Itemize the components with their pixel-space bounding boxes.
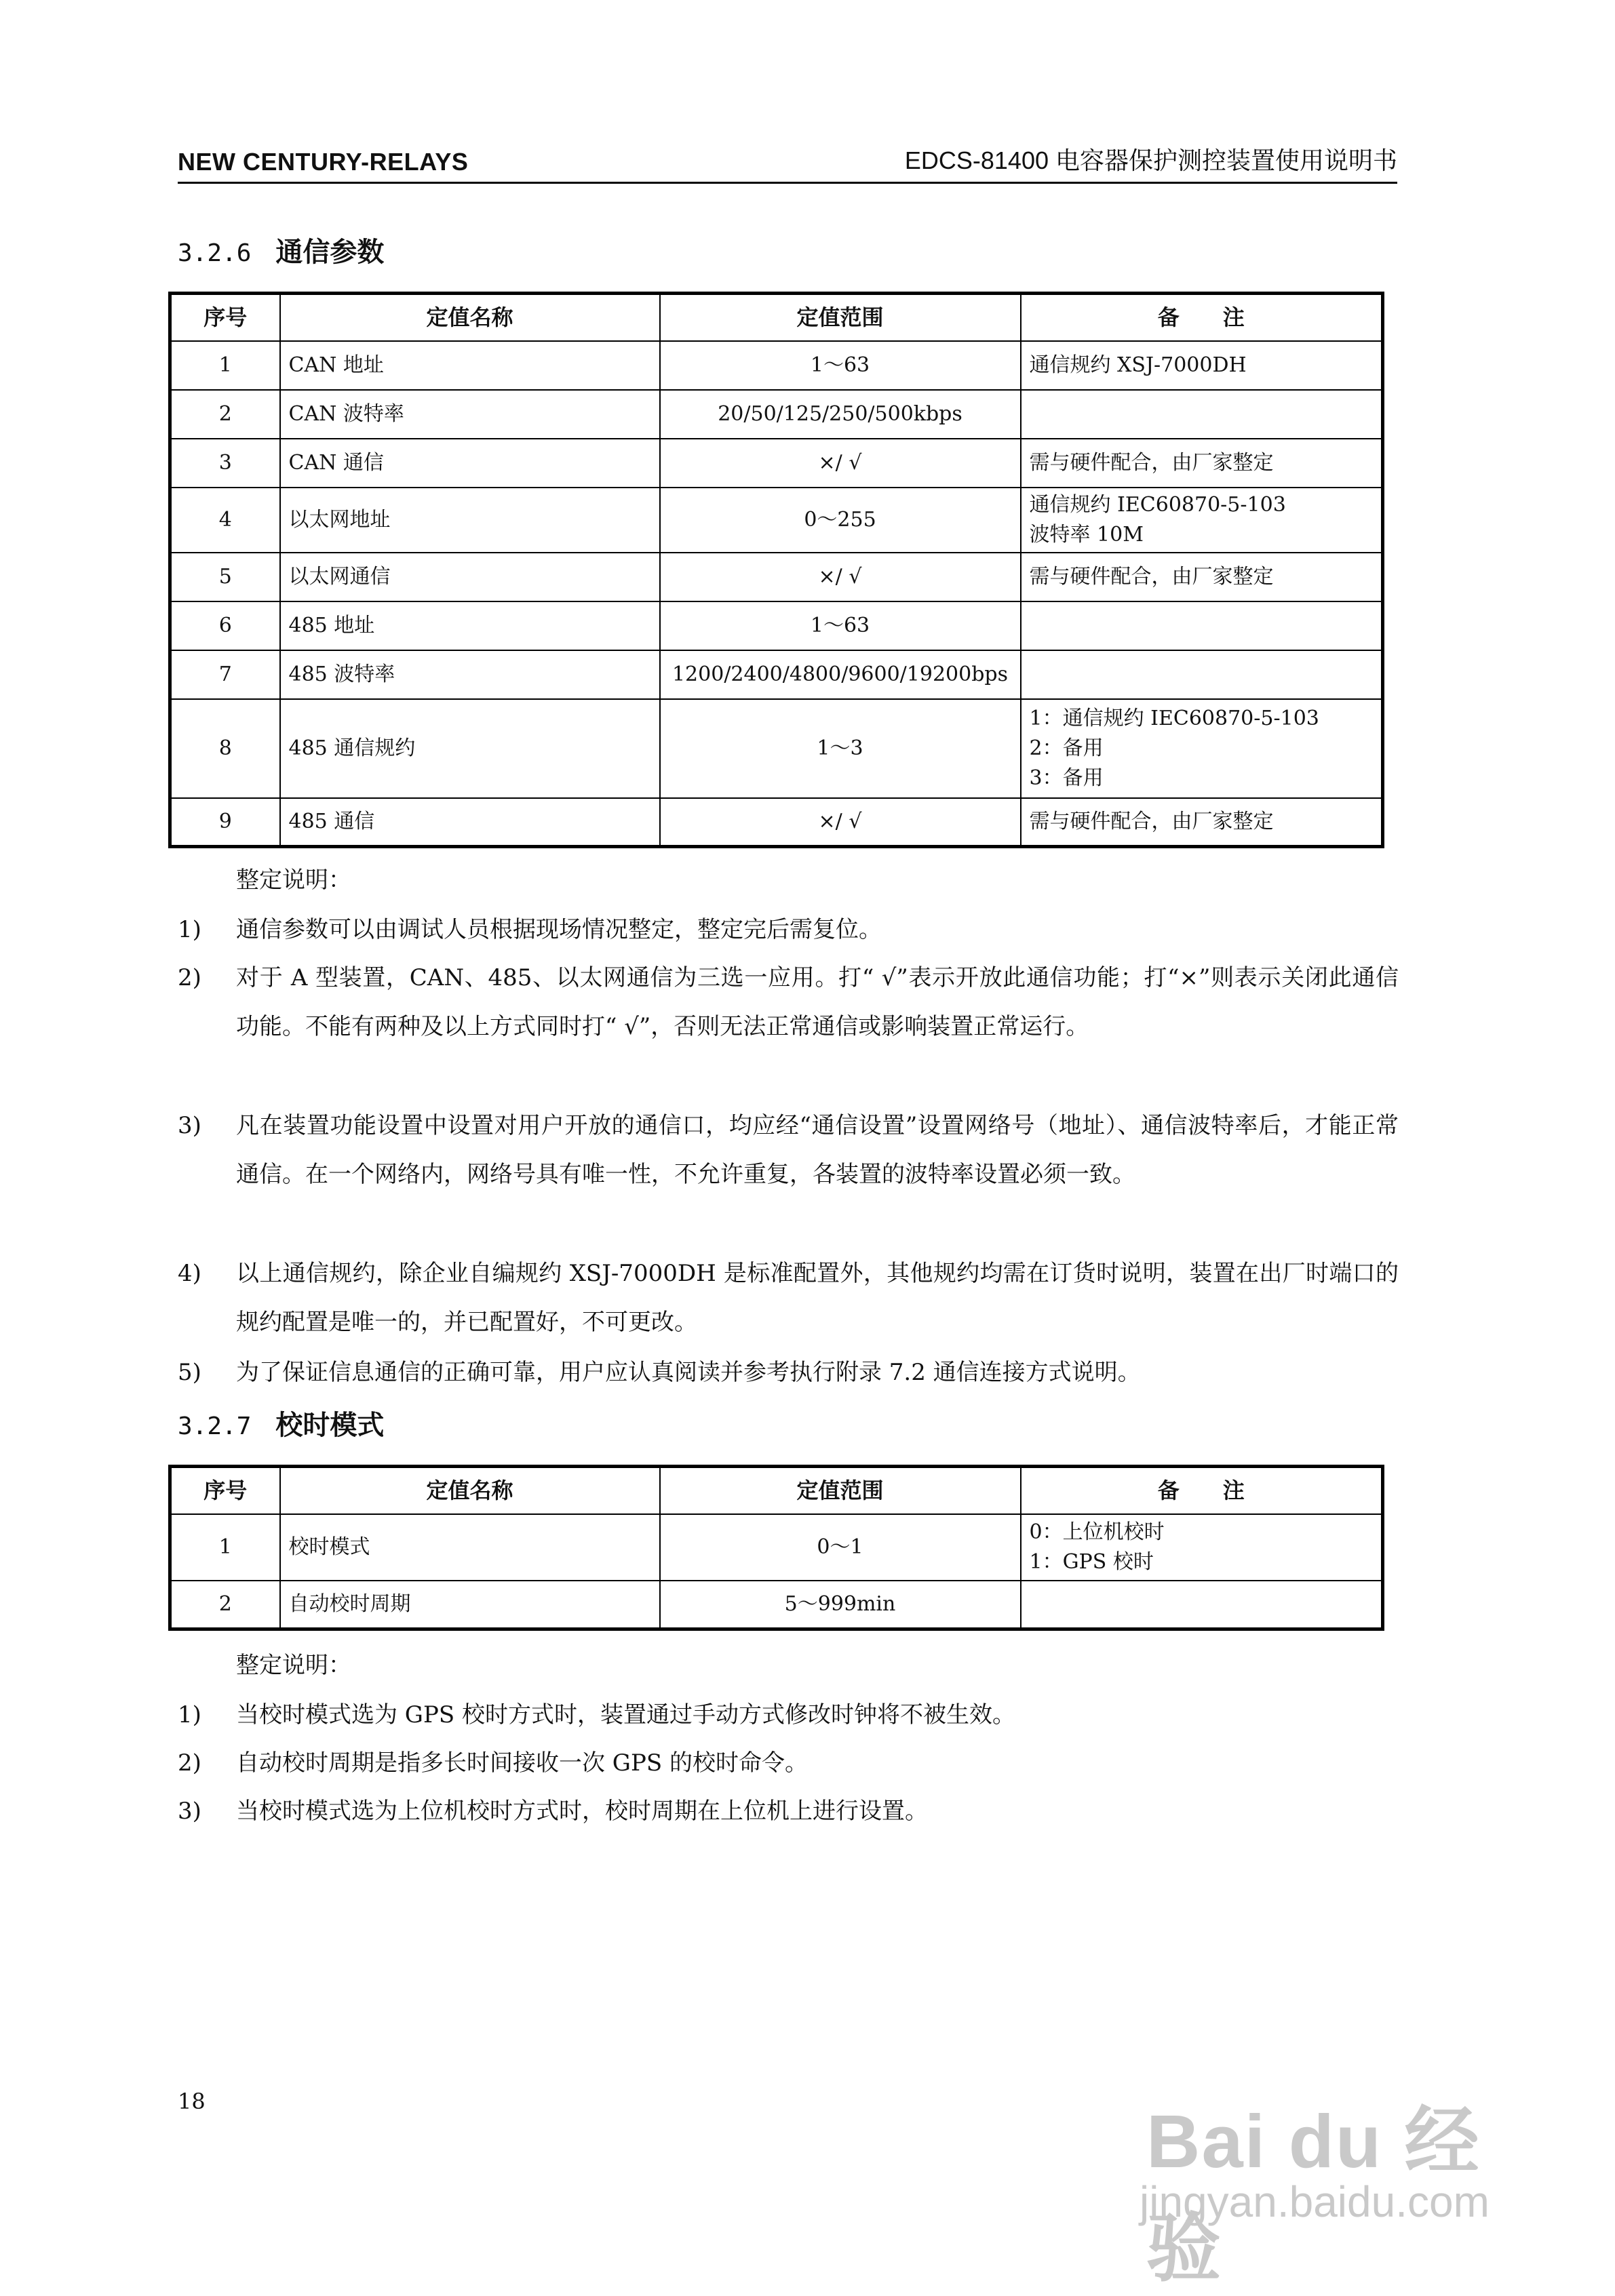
cell-note: [1021, 798, 1383, 847]
section-title-time-sync: [178, 1404, 384, 1442]
col-header-range: 定值范围: [660, 1467, 1021, 1514]
note-text: 对于 A 型装置，CAN、485、以太网通信为三选一应用。打“ √”表示开放此通信功能；打“×”则表示关闭此通信功能。不能有两种及以上方式同时打“ √”，否则无法正常通信或影响装置正常运行。: [236, 964, 1399, 1040]
table-row: [170, 601, 1383, 650]
cell-note: [1021, 1514, 1383, 1581]
section-number: 3.2.7: [178, 1412, 252, 1440]
watermark: [1112, 2082, 1533, 2291]
table-row: [170, 341, 1383, 390]
note-line: 需与硬件配合，由厂家整定: [1029, 564, 1274, 589]
cell-note: [1021, 699, 1383, 798]
note-text: 自动校时周期是指多长时间接收一次 GPS 的校时命令。: [236, 1749, 808, 1777]
col-header-name: 定值名称: [280, 1467, 660, 1514]
note-item: [178, 1787, 1399, 1836]
cell-range: 1～63: [660, 341, 1021, 390]
note-text: 以上通信规约，除企业自编规约 XSJ-7000DH 是标准配置外，其他规约均需在订货时说明，装置在出厂时端口的规约配置是唯一的，并已配置好，不可更改。: [236, 1260, 1399, 1336]
note-line: 3：备用: [1029, 766, 1104, 790]
comm-params-table: [168, 292, 1384, 848]
note-item: [178, 1739, 1399, 1787]
cell-name: CAN 通信: [280, 439, 660, 488]
note-line: 需与硬件配合，由厂家整定: [1029, 450, 1274, 475]
cell-no: 1: [170, 1514, 280, 1581]
cell-range: 1～3: [660, 699, 1021, 798]
note-index: 1): [178, 1701, 201, 1728]
header-doc-title: EDCS-81400 电容器保护测控装置使用说明书: [904, 146, 1397, 174]
note-index: 2): [178, 964, 201, 991]
cell-range: 20/50/125/250/500kbps: [660, 390, 1021, 439]
cell-no: 8: [170, 699, 280, 798]
col-header-no: 序号: [170, 294, 280, 341]
cell-name: 以太网地址: [280, 488, 660, 553]
note-line: 1：GPS 校时: [1029, 1549, 1154, 1574]
notes-title: 整定说明：: [236, 1652, 351, 1679]
note-line: 通信规约 IEC60870-5-103: [1029, 492, 1286, 517]
cell-note: [1021, 488, 1383, 553]
note-item: [178, 905, 1399, 954]
cell-name: 485 通信规约: [280, 699, 660, 798]
table-row: [170, 439, 1383, 488]
cell-name: 以太网通信: [280, 553, 660, 601]
cell-name: 485 地址: [280, 601, 660, 650]
header-brand: NEW CENTURY-RELAYS: [178, 148, 469, 176]
section-number: 3.2.6: [178, 239, 252, 267]
cell-no: 2: [170, 1581, 280, 1629]
section-heading: 通信参数: [275, 236, 385, 268]
cell-name: 485 波特率: [280, 650, 660, 699]
cell-range: 0～255: [660, 488, 1021, 553]
note-item: [178, 1101, 1399, 1199]
cell-no: 7: [170, 650, 280, 699]
cell-note: [1021, 650, 1383, 699]
cell-no: 6: [170, 601, 280, 650]
note-item: [178, 1348, 1399, 1397]
cell-note: [1021, 341, 1383, 390]
cell-note: [1021, 553, 1383, 601]
col-header-name: 定值名称: [280, 294, 660, 341]
col-header-note: 备 注: [1021, 1467, 1383, 1514]
note-line: 需与硬件配合，由厂家整定: [1029, 809, 1274, 833]
cell-range: 1～63: [660, 601, 1021, 650]
note-line: 波特率 10M: [1029, 522, 1144, 547]
note-line: 通信规约 XSJ-7000DH: [1029, 353, 1247, 377]
note-text: 当校时模式选为上位机校时方式时，校时周期在上位机上进行设置。: [236, 1798, 928, 1825]
note-item: [178, 953, 1399, 1051]
watermark-site: jingyan.baidu.com: [1140, 2177, 1490, 2226]
note-line: 0：上位机校时: [1029, 1520, 1165, 1544]
cell-range: 0～1: [660, 1514, 1021, 1581]
note-index: 1): [178, 916, 201, 943]
cell-range: ×/ √: [660, 798, 1021, 847]
page-number: 18: [178, 2089, 206, 2114]
cell-no: 2: [170, 390, 280, 439]
note-index: 4): [178, 1260, 201, 1287]
cell-name: 485 通信: [280, 798, 660, 847]
cell-note: [1021, 390, 1383, 439]
cell-note: [1021, 601, 1383, 650]
col-header-no: 序号: [170, 1467, 280, 1514]
cell-no: 5: [170, 553, 280, 601]
cell-name: CAN 地址: [280, 341, 660, 390]
cell-note: [1021, 1581, 1383, 1629]
table-row: [170, 650, 1383, 699]
cell-no: 3: [170, 439, 280, 488]
table-header-row: [170, 294, 1383, 341]
cell-range: ×/ √: [660, 439, 1021, 488]
table-row: [170, 699, 1383, 798]
cell-name: 校时模式: [280, 1514, 660, 1581]
note-item: [178, 1249, 1399, 1347]
time-sync-table: [168, 1465, 1384, 1631]
table-row: [170, 798, 1383, 847]
note-text: 为了保证信息通信的正确可靠，用户应认真阅读并参考执行附录 7.2 通信连接方式说明。: [236, 1359, 1141, 1386]
note-index: 5): [178, 1359, 201, 1386]
table-row: [170, 1514, 1383, 1581]
watermark-logo: Bai du 经验: [1146, 2100, 1481, 2291]
table-row: [170, 488, 1383, 553]
cell-range: 1200/2400/4800/9600/19200bps: [660, 650, 1021, 699]
note-line: 1：通信规约 IEC60870-5-103: [1029, 706, 1319, 730]
table-row: [170, 553, 1383, 601]
cell-name: CAN 波特率: [280, 390, 660, 439]
note-line: 2：备用: [1029, 736, 1104, 760]
cell-no: 9: [170, 798, 280, 847]
cell-range: 5～999min: [660, 1581, 1021, 1629]
col-header-range: 定值范围: [660, 294, 1021, 341]
note-index: 2): [178, 1749, 201, 1777]
cell-no: 4: [170, 488, 280, 553]
note-text: 当校时模式选为 GPS 校时方式时，装置通过手动方式修改时钟将不被生效。: [236, 1701, 1015, 1728]
table-header-row: [170, 1467, 1383, 1514]
cell-note: [1021, 439, 1383, 488]
note-index: 3): [178, 1798, 201, 1825]
notes-title: 整定说明：: [236, 867, 351, 894]
note-index: 3): [178, 1112, 201, 1139]
section-title-comm-params: [178, 231, 384, 269]
col-header-note: 备 注: [1021, 294, 1383, 341]
table-row: [170, 390, 1383, 439]
table-row: [170, 1581, 1383, 1629]
note-text: 凡在装置功能设置中设置对用户开放的通信口，均应经“通信设置”设置网络号（地址）、通信波特率后，才能正常通信。在一个网络内，网络号具有唯一性，不允许重复，各装置的波特率设置必须一致。: [236, 1112, 1399, 1188]
section-heading: 校时模式: [275, 1409, 385, 1441]
cell-no: 1: [170, 341, 280, 390]
cell-range: ×/ √: [660, 553, 1021, 601]
page-header: [178, 144, 1397, 184]
note-text: 通信参数可以由调试人员根据现场情况整定，整定完后需复位。: [236, 916, 882, 943]
note-item: [178, 1690, 1399, 1739]
cell-name: 自动校时周期: [280, 1581, 660, 1629]
